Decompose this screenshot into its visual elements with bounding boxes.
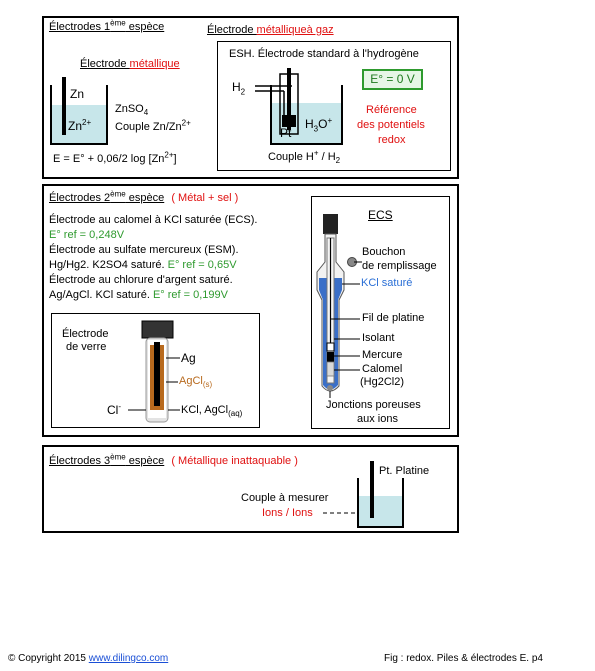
cl-label: Cl- <box>107 402 122 417</box>
zn-label: Zn <box>70 87 85 101</box>
section2-title: Électrodes 2ème espèce ( Métal + sel ) <box>49 189 239 204</box>
pt-cell-solution <box>358 496 403 527</box>
footer-fig: Fig : redox. Piles & électrodes E. p4 <box>384 653 543 664</box>
reference-line1: Référence <box>366 104 417 116</box>
ecs-kcl-label: KCl saturé <box>361 277 413 289</box>
eo-zero-badge: E° = 0 V <box>362 69 423 90</box>
couple-zn-label: Couple $Zn/Zn^{2+}$ <box>115 118 191 133</box>
pt-cell-rod <box>370 461 374 518</box>
kcl-agcl-label: KCl, AgCl$_{(aq)}$ <box>181 404 243 419</box>
ecs-isolant-label: Isolant <box>362 332 395 344</box>
pt-label: Pt <box>280 126 292 140</box>
agcl-description: Électrode au chlorure d'argent saturé. <box>49 274 233 286</box>
ecs-calomel-formula: (Hg2Cl2) <box>360 376 405 388</box>
footer-copyright: © Copyright 2015 www.dilingco.com <box>8 653 169 664</box>
ecs-eref: E° ref = 0,248V <box>49 229 125 241</box>
section1-title: Électrodes 1ème espèce <box>49 18 165 33</box>
couple-h-label: Couple $H^+ / H_2$ <box>268 148 341 166</box>
h2-label: $H_2$ <box>232 80 246 97</box>
nernst-equation: E = E° + 0,06/2 $\log [Zn^{2+}]$ <box>53 150 177 165</box>
ecs-title: ECS <box>368 208 393 222</box>
esm-eref-line: Hg/Hg2. K2SO4 saturé. E° ref = 0,65V <box>49 259 237 271</box>
ecs-jonctions-line1: Jonctions poreuses <box>326 399 421 411</box>
ecs-bouchon-line2: de remplissage <box>362 260 437 272</box>
esh-label: ESH. Électrode standard à l'hydrogène <box>229 48 419 60</box>
ecs-fil-label: Fil de platine <box>362 312 425 324</box>
reference-line3: redox <box>378 134 406 146</box>
esm-description: Électrode au sulfate mercureux (ESM). <box>49 244 239 256</box>
gas-electrode-title: Électrode métalliqueà gaz <box>207 24 334 36</box>
ecs-mercure-label: Mercure <box>362 349 403 361</box>
section3-title: Électrodes 3ème espèce ( Métallique inattaquable ) <box>49 452 298 467</box>
glass-electrode-line1: Électrode <box>62 328 109 340</box>
pt-platine-label: Pt. Platine <box>379 465 430 477</box>
ecs-bouchon-line1: Bouchon <box>362 246 406 258</box>
couple-mesurer-label: Couple à mesurer <box>241 492 329 504</box>
ecs-jonctions-line2: aux ions <box>357 413 398 425</box>
glass-electrode-line2: de verre <box>66 341 107 353</box>
h3o-label: $H_3O^+$ <box>305 116 333 134</box>
znso4-label: ZnSO$_4$ <box>115 103 149 118</box>
ecs-description: Électrode au calomel à KCl saturée (ECS). <box>49 214 258 226</box>
zn-ion-label: $Zn^{2+}$ <box>68 118 92 133</box>
agcl-label: AgCl$_{(s)}$ <box>179 375 213 390</box>
ag-label: Ag <box>181 351 196 365</box>
agcl-eref-line: Ag/AgCl. KCl saturé. E° ref = 0,199V <box>49 289 228 301</box>
metallic-electrode-title: Électrode métallique <box>80 58 180 70</box>
ecs-calomel-label: Calomel <box>362 363 403 375</box>
reference-line2: des potentiels <box>357 119 425 131</box>
footer-link[interactable]: www.dilingco.com <box>88 653 169 664</box>
ions-label: Ions / Ions <box>262 507 313 519</box>
